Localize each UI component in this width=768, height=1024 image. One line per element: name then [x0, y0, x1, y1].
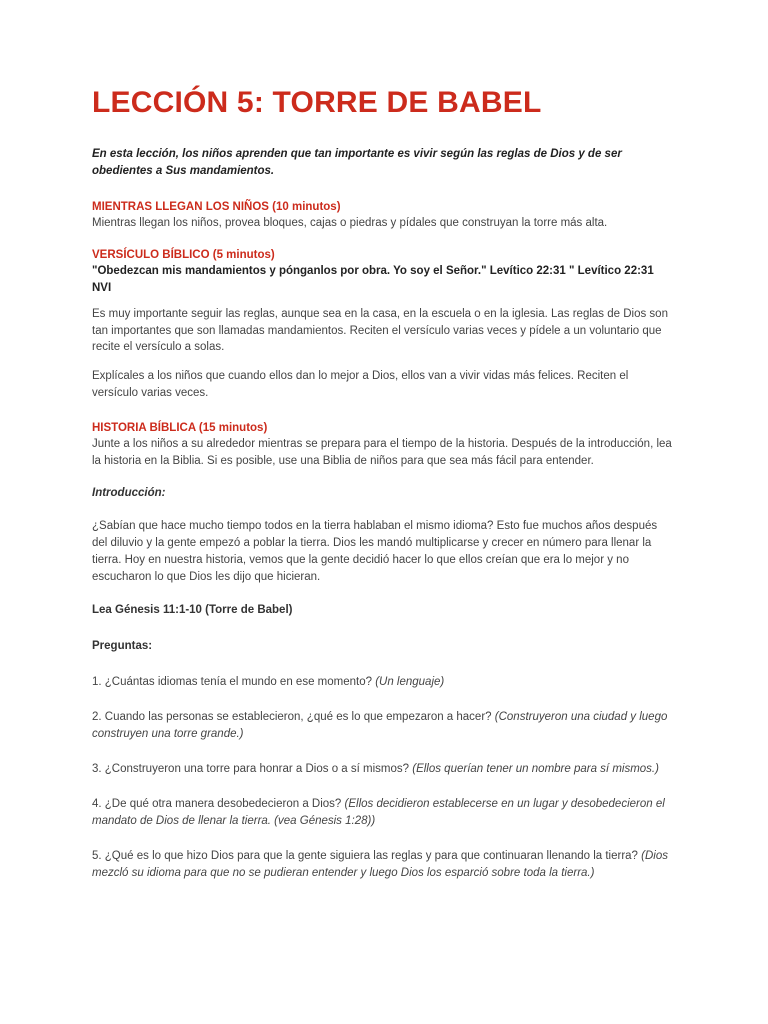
introduction-text: ¿Sabían que hace mucho tiempo todos en la tierra hablaban el mismo idioma? Esto fue muchos años después del diluvio y la gente empezó a poblar la tierra. Dios les mandó multiplicarse y crecer en número para llenar la tierra. Hoy en nuestra historia, vemos que la gente decidió hacer lo que ellos creían que era lo mejor y no escucharon lo que Dios les dijo que hicieran.	[92, 520, 658, 583]
lesson-intro: En esta lección, los niños aprenden que tan importante es vivir según las reglas de Dios y de ser obedientes a Sus mandamientos.	[92, 148, 622, 177]
question-text: 2. Cuando las personas se establecieron, ¿qué es lo que empezaron a hacer?	[92, 711, 495, 723]
question-text: 3. ¿Construyeron una torre para honrar a Dios o a sí mismos?	[92, 763, 413, 775]
question-item	[92, 796, 674, 830]
questions-label: Preguntas:	[92, 640, 153, 652]
answer-text: (Un lenguaje)	[375, 676, 445, 688]
verse-paragraph-1: Es muy importante seguir las reglas, aunque sea en la casa, en la escuela o en la iglesia. Las reglas de Dios son tan importantes que son llamadas mandamientos. Reciten el versículo varias veces y pídele a un voluntario que recite el versículo a solas.	[92, 308, 668, 353]
story-text: Junte a los niños a su alrededor mientras se prepara para el tiempo de la historia. Después de la introducción, lea la historia en la Biblia. Si es posible, use una Biblia de niños para que sea más fácil para entender.	[92, 438, 672, 467]
introduction-label: Introducción:	[92, 487, 166, 499]
question-text: 1. ¿Cuántas idiomas tenía el mundo en ese momento?	[92, 676, 376, 688]
answer-text: (Dios mezcló su idioma para que no se pudieran entender y luego Dios los esparció sobre toda la tierra.)	[92, 850, 668, 879]
question-item	[92, 848, 674, 882]
verse-paragraph-2: Explícales a los niños que cuando ellos dan lo mejor a Dios, ellos van a vivir vidas más felices. Reciten el versículo varias veces.	[92, 370, 629, 399]
question-item	[92, 761, 674, 778]
question-item	[92, 709, 674, 743]
answer-text: (Ellos decidieron establecerse en un lugar y desobedecieron el mandato de Dios de llenar la tierra. (vea Génesis 1:28))	[92, 798, 665, 827]
verse-heading: VERSÍCULO BÍBLICO (5 minutos)	[92, 249, 275, 261]
reading-reference: Lea Génesis 11:1-10 (Torre de Babel)	[92, 604, 293, 616]
arrival-heading: MIENTRAS LLEGAN LOS NIÑOS (10 minutos)	[92, 201, 341, 213]
page-title: LECCIÓN 5: TORRE DE BABEL	[92, 86, 542, 119]
question-item	[92, 674, 674, 691]
answer-text: (Ellos querían tener un nombre para sí mismos.)	[412, 763, 659, 775]
question-text: 4. ¿De qué otra manera desobedecieron a Dios?	[92, 798, 345, 810]
verse-quote: "Obedezcan mis mandamientos y pónganlos por obra. Yo soy el Señor." Levítico 22:31 " Levítico 22:31 NVI	[92, 265, 654, 294]
answer-text: (Construyeron una ciudad y luego construyen una torre grande.)	[92, 711, 668, 740]
arrival-text: Mientras llegan los niños, provea bloques, cajas o piedras y pídales que construyan la torre más alta.	[92, 217, 608, 229]
question-text: 5. ¿Qué es lo que hizo Dios para que la gente siguiera las reglas y para que continuaran llenando la tierra?	[92, 850, 642, 862]
story-heading: HISTORIA BÍBLICA (15 minutos)	[92, 422, 268, 434]
